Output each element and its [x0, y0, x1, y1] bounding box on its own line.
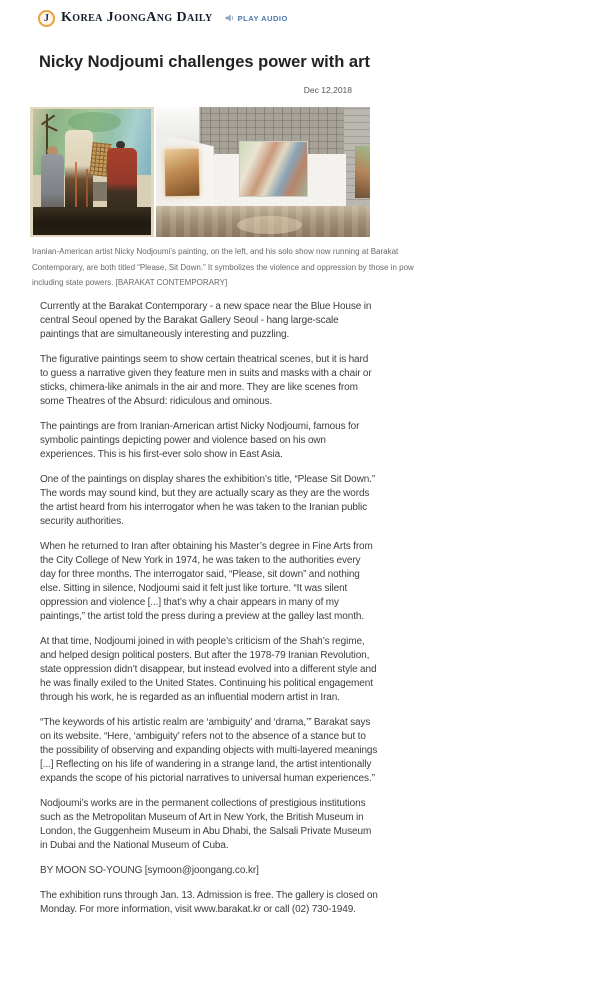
paragraph: At that time, Nodjoumi joined in with people’s criticism of the Shah’s regime, and helped design political posters. But after the 1978-79 Iranian Revolution, state oppression didn’t disappear, but instead evolved into a different style and he was finally exiled to the United States. Continuing his political engagement through his work, he is regarded as an influential modern artist in Iran.: [40, 635, 377, 703]
byline: BY MOON SO-YOUNG [symoon@joongang.co.kr]: [40, 864, 259, 876]
play-audio-label: PLAY AUDIO: [237, 13, 288, 23]
gallery-center-painting: [239, 141, 307, 198]
paragraph: Nodjoumi’s works are in the permanent collections of prestigious institutions such as the Metropolitan Museum of Art in New York, the British Museum in London, the Guggenheim Museum in Abu Dhabi, the Salsali Private Museum in Dubai and the National Museum of Cuba.: [40, 797, 372, 851]
speaker-icon: [225, 13, 235, 23]
photo-caption: [32, 244, 600, 291]
caption-line: Iranian-American artist Nicky Nodjoumi’s painting, on the left, and his solo show now running at Barakat: [32, 247, 399, 256]
gallery-right-painting: [355, 146, 370, 198]
photo-painting-please-sit-down: [30, 107, 154, 237]
article-date: Dec 12,2018: [303, 85, 352, 95]
paragraph: The paintings are from Iranian-American artist Nicky Nodjoumi, famous for symbolic paintings depicting power and violence based on his own experiences. This is his first-ever solo show in East Asia.: [40, 420, 360, 460]
brand-logo-icon[interactable]: J: [38, 10, 55, 27]
article-photo-block: [30, 107, 370, 237]
caption-line: Contemporary, are both titled “Please, Sit Down.” It symbolizes the violence and oppression by those in pow: [32, 262, 414, 272]
brand-name[interactable]: Korea JoongAng Daily: [61, 10, 213, 25]
paragraph: One of the paintings on display shares the exhibition’s title, “Please Sit Down.” The words may sound kind, but they are actually scary as they are the words the artist heard from his interrogator when he was taken to the Iranian public security authorities.: [40, 473, 376, 527]
paragraph: When he returned to Iran after obtaining his Master’s degree in Fine Arts from the City College of New York in 1974, he was taken to the authorities every day for three months. The interrogator said, “Please, sit down” and nothing else. Sitting in silence, Nodjoumi said it felt just like torture. “It was silent oppression and violence [...] that’s why a chair appears in many of my paintings,” the artist told the press during a preview at the galley last month.: [40, 540, 373, 622]
closing-paragraph: The exhibition runs through Jan. 13. Admission is free. The gallery is closed on Monday. For more information, visit www.barakat.kr or call (02) 730-1949.: [40, 889, 378, 915]
painting-canvas: [33, 109, 151, 235]
paragraph: The figurative paintings seem to show certain theatrical scenes, but it is hard to guess a narrative given they feature men in suits and masks with a chair or sticks, chimera-like animals in the air and more. They are like scenes from some Theatres of the Absurd: ridiculous and ominous.: [40, 353, 372, 407]
photo-gallery-interior: [156, 107, 370, 237]
article-title: Nicky Nodjoumi challenges power with art: [39, 53, 370, 71]
gallery-left-painting: [164, 148, 199, 195]
play-audio-button[interactable]: [225, 13, 288, 23]
article-body: [40, 300, 378, 917]
caption-line: including state powers. [BARAKAT CONTEMPORARY]: [32, 278, 228, 287]
painting-dark-ground: [33, 207, 151, 235]
paragraph: Currently at the Barakat Contemporary - a new space near the Blue House in central Seoul opened by the Barakat Gallery Seoul - hang large-scale paintings that are simultaneously interesting and puzzling.: [40, 300, 372, 340]
site-header: [0, 0, 600, 30]
paragraph: “The keywords of his artistic realm are ‘ambiguity’ and ‘drama,’” Barakat says on its website. “Here, ‘ambiguity’ refers not to the absence of a stance but to the possibility of observing and expanding objects with multi-layered meanings [...] Reflecting on his life of wandering in a strange land, the artist intentionally expands the scope of his pictorial narratives to universal human experiences.”: [40, 716, 378, 784]
